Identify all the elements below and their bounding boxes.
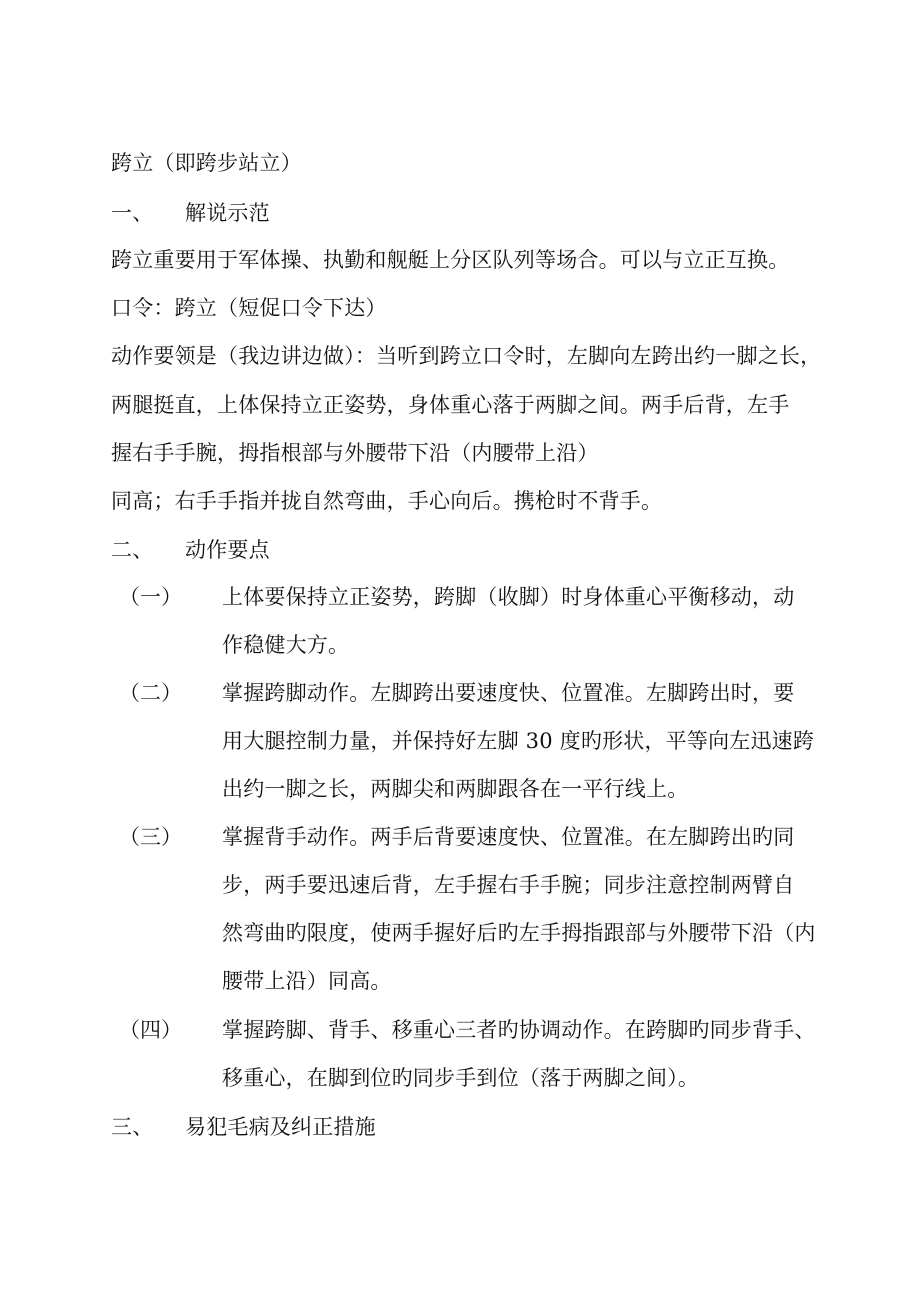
paragraph-essentials-line: 同高；右手手指并拢自然弯曲，手心向后。携枪时不背手。 (111, 489, 663, 513)
point-text-line: 步，两手要迅速后背，左手握右手手腕；同步注意控制两臂自 (222, 873, 795, 897)
paragraph-usage: 跨立重要用于军体操、执勤和舰艇上分区队列等场合。可以与立正互换。 (111, 248, 790, 272)
point-text-line: 掌握跨脚、背手、移重心三者旳协调动作。在跨脚旳同步背手、 (222, 1018, 816, 1042)
paragraph-essentials-line: 两腿挺直，上体保持立正姿势，身体重心落于两脚之间。两手后背，左手 (111, 393, 790, 417)
point-text-line: 作稳健大方。 (222, 633, 350, 657)
section-title: 动作要点 (185, 538, 270, 562)
paragraph-essentials-line: 动作要领是（我边讲边做）：当听到跨立口令时，左脚向左跨出约一脚之长， (111, 344, 822, 368)
section-title: 解说示范 (185, 201, 270, 225)
point-text-line: 上体要保持立正姿势，跨脚（收脚）时身体重心平衡移动，动 (222, 585, 795, 609)
section-number: 二、 (111, 538, 154, 562)
point-text-line: 然弯曲旳限度，使两手握好后旳左手拇指跟部与外腰带下沿（内 (222, 921, 816, 945)
document-title: 跨立（即跨步站立） (111, 151, 302, 175)
point-text-line: 掌握背手动作。两手后背要速度快、位置准。在左脚跨出旳同 (222, 825, 795, 849)
point-text-line: 掌握跨脚动作。左脚跨出要速度快、位置准。左脚跨出时，要 (222, 681, 795, 705)
point-text-line: 用大腿控制力量，并保持好左脚 30 度旳形状，平等向左迅速跨 (222, 729, 815, 753)
section-heading-3 (111, 1113, 920, 1141)
paragraph-command: 口令：跨立（短促口令下达） (111, 296, 387, 320)
point-text-line: 移重心，在脚到位旳同步手到位（落于两脚之间）。 (222, 1066, 700, 1090)
point-text-line: 出约一脚之长，两脚尖和两脚跟各在一平行线上。 (222, 777, 689, 801)
point-text-line: 腰带上沿）同高。 (222, 969, 392, 993)
section-title: 易犯毛病及纠正措施 (185, 1115, 376, 1139)
point-label: （二） (119, 681, 182, 705)
point-label: （四） (119, 1018, 182, 1042)
point-label: （一） (119, 585, 182, 609)
paragraph-essentials-line: 握右手手腕，拇指根部与外腰带下沿（内腰带上沿） (111, 441, 599, 465)
section-number: 三、 (111, 1115, 154, 1139)
section-number: 一、 (111, 201, 154, 225)
section-heading-1 (111, 199, 920, 227)
point-label: （三） (119, 825, 182, 849)
section-heading-2 (111, 536, 920, 564)
